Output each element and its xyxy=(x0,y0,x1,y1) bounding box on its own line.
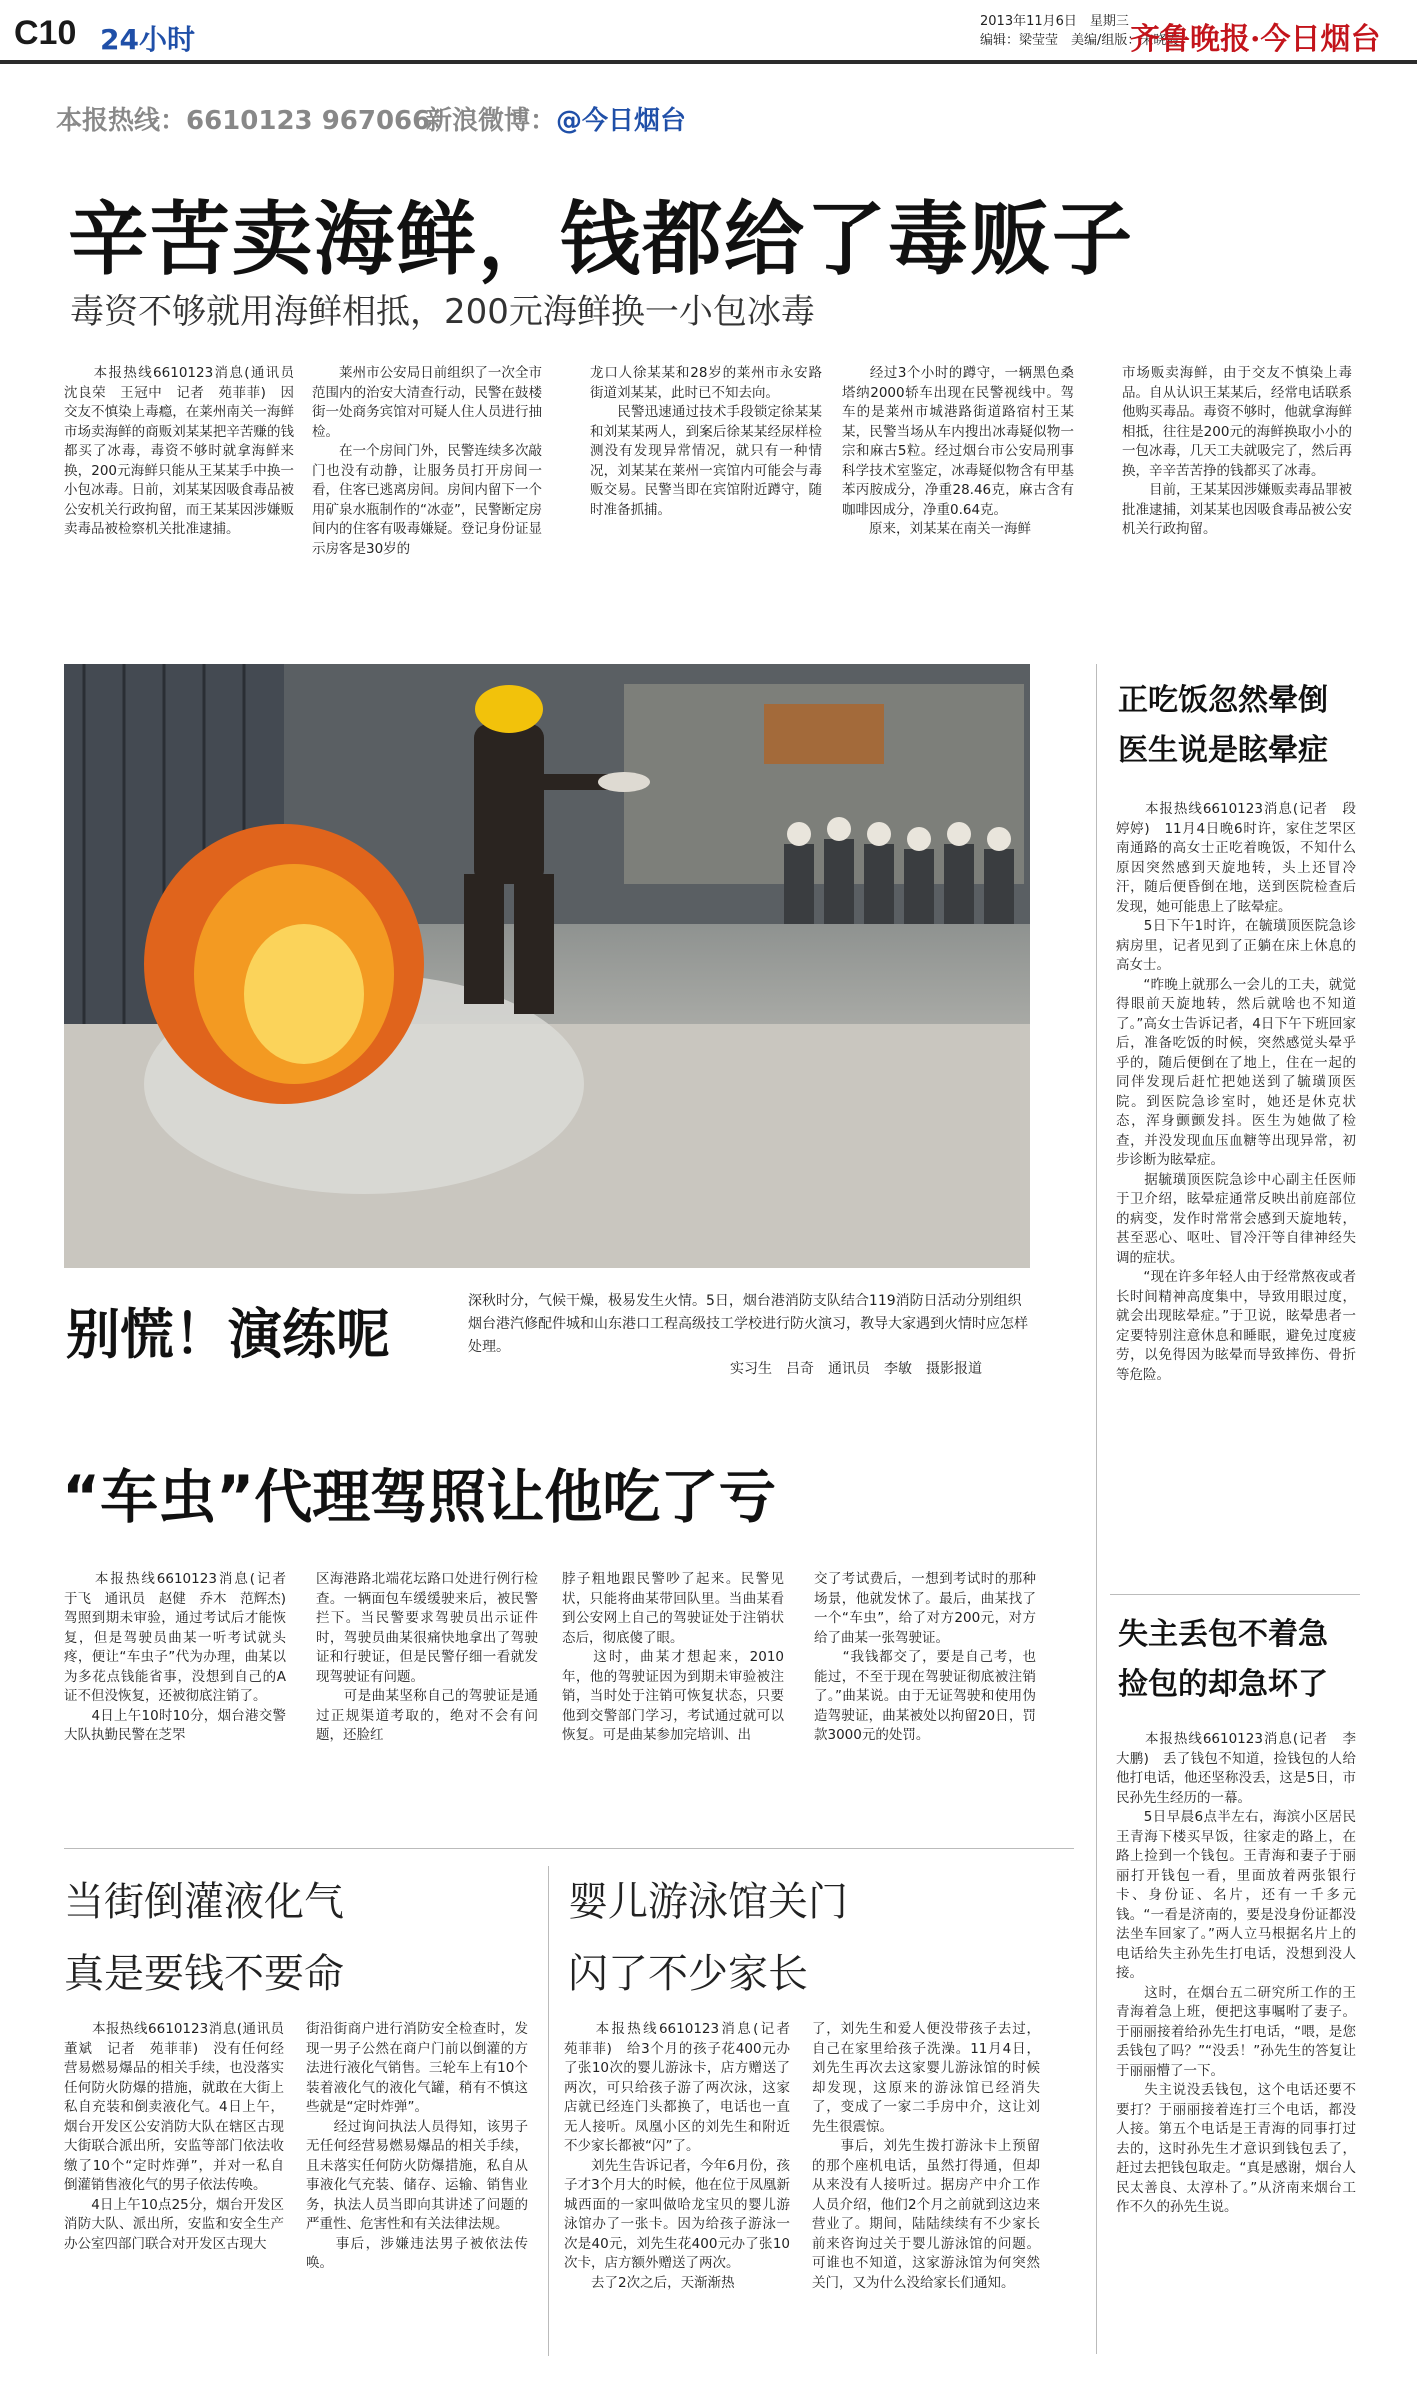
column-divider xyxy=(1096,664,1097,2354)
lead-column: 市场贩卖海鲜，由于交友不慎染上毒品。自从认识王某某后，经常电话联系他购买毒品。毒资不够时，他就拿海鲜相抵，往往是200元的海鲜换取小小的一包冰毒，几天工夫就吸完了，然后再换，辛辛苦苦挣的钱都买了冰毒。 目前，王某某因涉嫌贩卖毒品罪被批准逮捕，刘某某也因吸食毒品被公安机关行政拘留。 xyxy=(1122,365,1352,537)
story-divider xyxy=(64,1848,1074,1849)
column-divider xyxy=(548,1866,549,2356)
photo-title: 别慌！演练呢 xyxy=(66,1303,390,1366)
fire-drill-photo xyxy=(64,664,1030,1268)
lead-column: 龙口人徐某某和28岁的莱州市永安路街道刘某某，此时已不知去向。 民警迅速通过技术手段锁定徐某某和刘某某两人，到案后徐某某经尿样检测没有发现异常情况，就只有一种情况，刘某某在莱州一宾馆内可能会与毒贩交易。民警当即在宾馆附近蹲守，随时准备抓捕。 xyxy=(590,365,822,518)
story4-column: 本报热线6610123消息(记者 苑菲菲) 给3个月的孩子花400元办了张10次的婴儿游泳卡，店方赠送了两次，可只给孩子游了两次泳，这家店就已经连门头都换了，电话也一直无人接听。凤凰小区的刘先生和附近不少家长都被“闪”了。 刘先生告诉记者，今年6月份，孩子才3个月大的时候，他在位于凤凰新城西面的一家叫做哈龙宝贝的婴儿游泳馆办了一张卡。因为给孩子游泳一次是40元，刘先生花400元办了张10次卡，店方额外赠送了两次。 去了2次之后，天渐渐热 xyxy=(564,2021,790,2291)
side2-headline-line1: 失主丢包不着急 xyxy=(1118,1617,1328,1652)
lead-column: 经过3个小时的蹲守，一辆黑色桑塔纳2000轿车出现在民警视线中。驾车的是莱州市城港路街道路宿村王某某，民警当场从车内搜出冰毒疑似物一宗和麻古5粒。经过烟台市公安局刑事科学技术室鉴定，冰毒疑似物含有甲基苯丙胺成分，净重28.46克，麻古含有咖啡因成分，净重0.64克。 原来，刘某某在南关一海鲜 xyxy=(842,365,1074,537)
lead-headline: 辛苦卖海鲜，钱都给了毒贩子 xyxy=(68,193,1134,286)
lead-column: 本报热线6610123消息(通讯员 沈良荣 王冠中 记者 苑菲菲) 因交友不慎染上毒瘾，在莱州南关一海鲜市场卖海鲜的商贩刘某某把辛苦赚的钱都买了冰毒，毒资不够时就拿海鲜来换，200元海鲜只能从王某某手中换一小包冰毒。日前，刘某某因吸食毒品被公安机关行政拘留，而王某某因涉嫌贩卖毒品被检察机关批准逮捕。 xyxy=(64,365,308,537)
newspaper-brand: 齐鲁晚报·今日烟台 xyxy=(1130,22,1381,57)
side1-headline-line1: 正吃饭忽然晕倒 xyxy=(1118,683,1328,718)
photo-credit: 实习生 吕奇 通讯员 李敏 摄影报道 xyxy=(730,1361,982,1377)
story4-headline xyxy=(568,1866,848,2010)
header-rule xyxy=(0,60,1417,64)
photo-caption: 深秋时分，气候干燥，极易发生火情。5日，烟台港消防支队结合119消防日活动分别组织烟台港汽修配件城和山东港口工程高级技工学校进行防火演习，教导大家遇到火情时应怎样处理。 xyxy=(468,1293,1028,1355)
story3-column: 街沿街商户进行消防安全检查时，发现一男子公然在商户门前以倒灌的方法进行液化气销售。三轮车上有10个装着液化气的液化气罐，稍有不慎这些就是“定时炸弹”。 经过询问执法人员得知，该男子无任何经营易燃易爆品的相关手续，且未落实任何防火防爆措施，私自从事液化气充装、储存、运输、销售业务，执法人员当即向其讲述了问题的严重性、危害性和有关法律法规。 事后，涉嫌违法男子被依法传唤。 xyxy=(306,2021,528,2271)
story3-headline xyxy=(64,1866,344,2010)
story4-headline-line2: 闪了不少家长 xyxy=(568,1951,808,1997)
issue-date: 2013年11月6日 星期三 xyxy=(980,14,1129,29)
weibo-line xyxy=(426,100,686,137)
weibo-label: 新浪微博： xyxy=(426,106,557,136)
side2-headline-line2: 捡包的却急坏了 xyxy=(1118,1667,1328,1702)
story2-column: 交了考试费后，一想到考试时的那种场景，他就发怵了。最后，曲某找了一个“车虫”，给了对方200元，对方给了曲某一张驾驶证。 “我钱都交了，要是自己考，也能过，不至于现在驾驶证彻底被注销了。”曲某说。由于无证驾驶和使用伪造驾驶证，曲某被处以拘留20日，罚款3000元的处罚。 xyxy=(814,1571,1036,1743)
section-name: 24小时 xyxy=(100,23,195,56)
hotline-text: 本报热线：6610123 967066 xyxy=(56,106,431,136)
story3-headline-line1: 当街倒灌液化气 xyxy=(64,1879,344,1925)
story2-column: 脖子粗地跟民警吵了起来。民警见状，只能将曲某带回队里。当曲某看到公安网上自己的驾驶证处于注销状态后，彻底傻了眼。 这时，曲某才想起来，2010年，他的驾驶证因为到期未审验被注销，当时处于注销可恢复状态，只要他到交警部门学习，考试通过就可以恢复。可是曲某参加完培训、出 xyxy=(562,1571,784,1743)
story2-column: 区海港路北端花坛路口处进行例行检查。一辆面包车缓缓驶来后，被民警拦下。当民警要求驾驶员出示证件时，驾驶员曲某很痛快地拿出了驾驶证和行驶证，但是民警仔细一看就发现驾驶证有问题。 可是曲某坚称自己的驾驶证是通过正规渠道考取的，绝对不会有问题，还脸红 xyxy=(316,1571,538,1743)
lead-column: 莱州市公安局日前组织了一次全市范围内的治安大清查行动，民警在鼓楼街一处商务宾馆对可疑人住人员进行抽检。 在一个房间门外，民警连续多次敲门也没有动静，让服务员打开房间一看，住客已逃离房间。房间内留下一个用矿泉水瓶制作的“冰壶”，民警断定房间内的住客有吸毒嫌疑。登记身份证显示房客是30岁的 xyxy=(312,365,542,557)
fire-drill-illustration xyxy=(64,664,1030,1268)
editors-line: 编辑：梁莹莹 美编/组版：宋晓霞 xyxy=(980,33,1180,48)
weibo-handle: @今日烟台 xyxy=(556,106,687,136)
side2-headline xyxy=(1118,1610,1328,1710)
side2-body: 本报热线6610123消息(记者 李大鹏) 丢了钱包不知道，捡钱包的人给他打电话，他还坚称没丢，这是5日，市民孙先生经历的一幕。 5日早晨6点半左右，海滨小区居民王青海下楼买早饭，往家走的路上，在路上捡到一个钱包。王青海和妻子于丽丽打开钱包一看，里面放着两张银行卡、身份证、名片，还有一千多元钱。“一看是济南的，要是没身份证都没法坐车回家了。”两人立马根据名片上的电话给失主孙先生打电话，没想到没人接。 这时，在烟台五二研究所工作的王青海着急上班，便把这事嘱咐了妻子。于丽丽接着给孙先生打电话，“喂，是您丢钱包了吗？”“没丢！”孙先生的答复让于丽丽懵了一下。 失主说没丢钱包，这个电话还要不要打？于丽丽接着连打三个电话，都没人接。第五个电话是王青海的同事打过去的，这时孙先生才意识到钱包丢了，赶过去把钱包取走。“真是感谢，烟台人民太善良、太淳朴了。”从济南来烟台工作不久的孙先生说。 xyxy=(1116,1731,1356,2215)
story4-headline-line1: 婴儿游泳馆关门 xyxy=(568,1879,848,1925)
side1-headline-line2: 医生说是眩晕症 xyxy=(1118,733,1328,768)
story3-headline-line2: 真是要钱不要命 xyxy=(64,1951,344,1997)
page-number: C10 xyxy=(14,14,77,52)
side-divider xyxy=(1110,1594,1360,1595)
side1-headline xyxy=(1118,676,1328,776)
lead-subheadline: 毒资不够就用海鲜相抵，200元海鲜换一小包冰毒 xyxy=(70,292,815,332)
story4-column: 了，刘先生和爱人便没带孩子去过，自己在家里给孩子洗澡。11月4日，刘先生再次去这家婴儿游泳馆的时候却发现，这原来的游泳馆已经消失了，变成了一家二手房中介，这让刘先生很震惊。 事后，刘先生拨打游泳卡上预留的那个座机电话，虽然打得通，但却从来没有人接听过。据房产中介工作人员介绍，他们2个月之前就到这边来营业了。期间，陆陆续续有不少家长前来咨询过关于婴儿游泳馆的问题。可谁也不知道，这家游泳馆为何突然关门，又为什么没给家长们通知。 xyxy=(812,2021,1040,2291)
story3-column: 本报热线6610123消息(通讯员 董斌 记者 苑菲菲) 没有任何经营易燃易爆品的相关手续，也没落实任何防火防爆的措施，就敢在大街上私自充装和倒卖液化气。4日上午，烟台开发区公安消防大队在辖区古现大街联合派出所，安监等部门依法收缴了10个“定时炸弹”，并对一私自倒灌销售液化气的男子依法传唤。 4日上午10点25分，烟台开发区消防大队、派出所，安监和安全生产办公室四部门联合对开发区古现大 xyxy=(64,2021,284,2252)
story2-headline: “车虫”代理驾照让他吃了亏 xyxy=(62,1463,777,1531)
side1-body: 本报热线6610123消息(记者 段婷婷) 11月4日晚6时许，家住芝罘区南通路的高女士正吃着晚饭，不知什么原因突然感到天旋地转，头上还冒冷汗，随后便昏倒在地，送到医院检查后发现，她可能患上了眩晕症。 5日下午1时许，在毓璜顶医院急诊病房里，记者见到了正躺在床上休息的高女士。 “昨晚上就那么一会儿的工夫，就觉得眼前天旋地转，然后就啥也不知道了。”高女士告诉记者，4日下午下班回家后，准备吃饭的时候，突然感觉头晕乎乎的，随后便倒在了地上，住在一起的同伴发现后赶忙把她送到了毓璜顶医院。到医院急诊室时，她还是休克状态，浑身颤颤发抖。医生为她做了检查，并没发现血压血糖等出现异常，初步诊断为眩晕症。 据毓璜顶医院急诊中心副主任医师于卫介绍，眩晕症通常反映出前庭部位的病变，发作时常常会感到天旋地转，甚至恶心、呕吐、冒冷汗等自律神经失调的症状。 “现在许多年轻人由于经常熬夜或者长时间精神高度集中，导致用眼过度，就会出现眩晕症。”于卫说，眩晕患者一定要特别注意休息和睡眠，避免过度疲劳，以免得因为眩晕而导致摔伤、骨折等危险。 xyxy=(1116,801,1356,1383)
story2-column: 本报热线6610123消息(记者 于飞 通讯员 赵健 乔木 范辉杰) 驾照到期未审验，通过考试后才能恢复，但是驾驶员曲某一听考试就头疼，便让“车虫子”代为办理，曲某以为多花点钱能省事，没想到自己的A证不但没恢复，还被彻底注销了。 4日上午10时10分，烟台港交警大队执勤民警在芝罘 xyxy=(64,1571,286,1743)
